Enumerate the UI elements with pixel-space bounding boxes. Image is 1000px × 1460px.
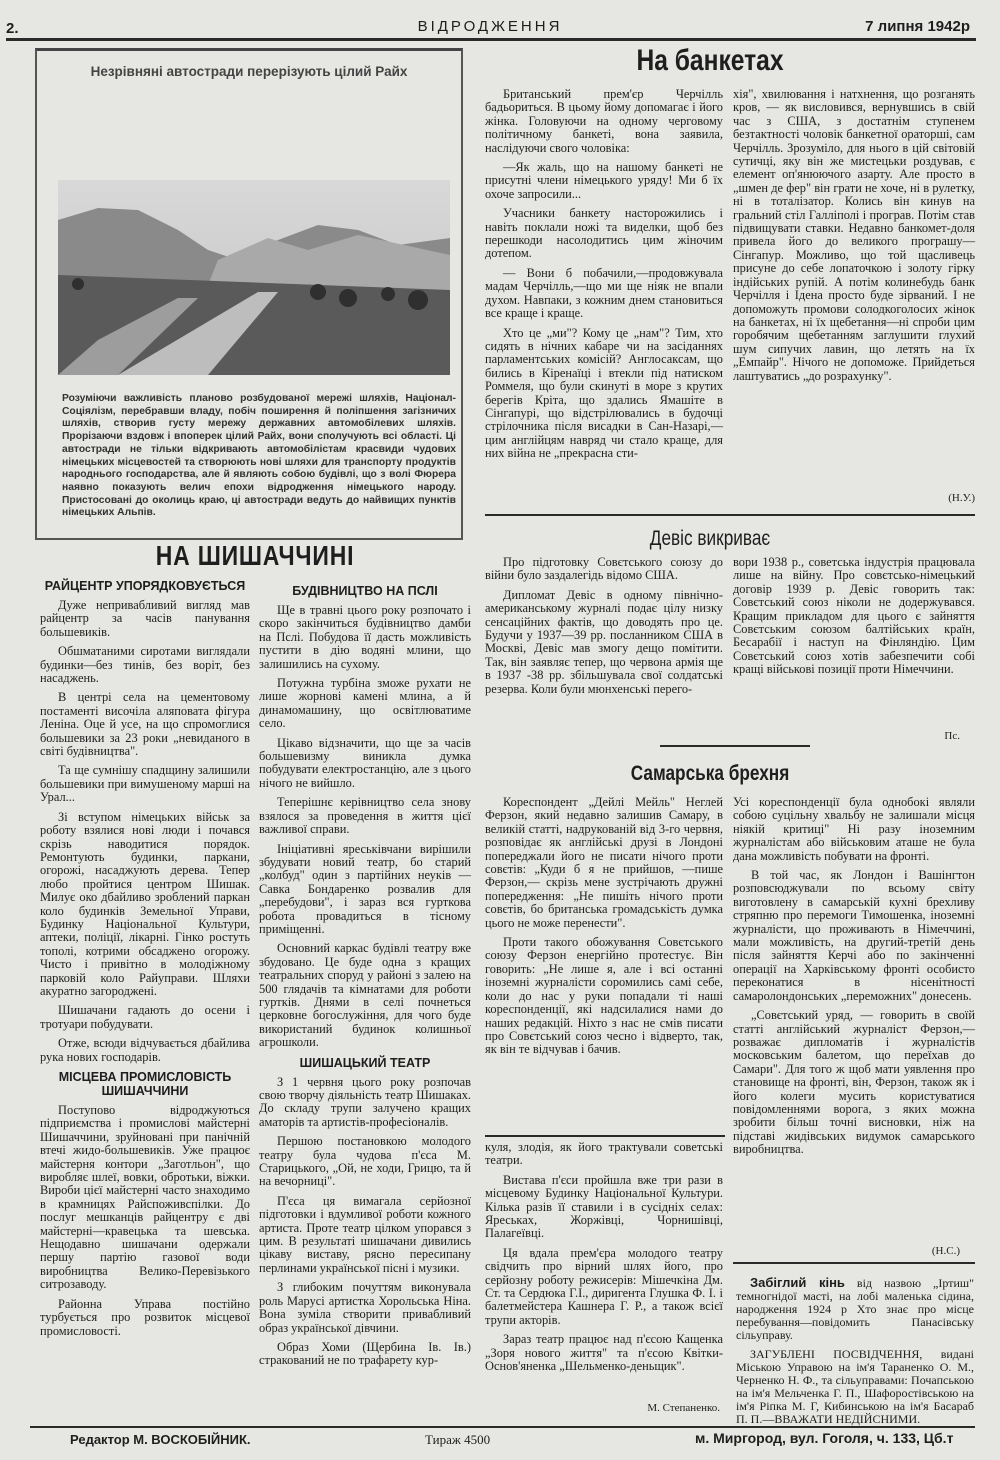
paragraph: — Вони б побачили,—продовжувала мадам Черчілль,—що ми ще ніяк не впали духом. Навпаки, з кожним днем становиться все краще і краще. (485, 265, 723, 321)
lost-horse-text: від назвою „Іртиш" темногнідої масті, на лобі маленька сідина, народження 1924 р Хто знає про місце перебування—повідомить Панасівську сільуправу. (736, 1276, 975, 1342)
paragraph: —Як жаль, що на нашому банкеті не присутні члени німецького уряду! Ми б їх охоче запросили... (485, 160, 723, 201)
paragraph: Усі кореспонденції була однобокі являли собою суцільну хвальбу не залишали місця ніякій критиці" Ні разу іноземним журналістам або військовим аташе не була дана можливість побувати на фронті. (733, 795, 975, 863)
subheading: МІСЦЕВА ПРОМИСЛОВІСТЬ ШИШАЧЧИНИ (58, 1070, 232, 1098)
theatre-continuation (485, 1141, 723, 1380)
paragraph: Учасники банкету насторожились і навіть поклали ножі та виделки, щоб без перешкоди насолодитись цим жіночим дотепом. (485, 206, 723, 261)
banquets-col-2 (733, 88, 975, 389)
subheading: ШИШАЦЬКИЙ ТЕАТР (299, 1055, 431, 1070)
article-title-banquets: На банкетах (636, 44, 784, 77)
davis-col-2 (733, 556, 975, 683)
paragraph: В центрі села на цементовому постаменті височіла аляповата фігура Леніна. Оце й усе, на що спромоглися большевики за 23 роки „невиданого в світі будівництва". (40, 690, 250, 759)
shyshaky-col-1 (40, 575, 250, 1344)
publisher-address: м. Миргород, вул. Гоголя, ч. 133, Цб.т (695, 1430, 954, 1446)
paragraph: Районна Управа постійно турбується про розвиток місцевої промисловості. (40, 1296, 250, 1338)
paragraph: Обшматаними сиротами виглядали будинки—без тинів, без воріт, без насаджень. (40, 644, 250, 686)
paragraph: Потужна турбіна зможе рухати не лише жорнові камені млина, а й динамомашину, що освітлюватиме село. (259, 676, 471, 731)
photo-headline: Незрівняні автостради перерізують цілий Райх (90, 64, 408, 79)
theatre-signature: М. Степаненко. (647, 1402, 720, 1414)
paragraph: Ще в травні цього року розпочато і скоро закінчиться будівництво дамби на Пслі. Побудова її дасть можливість пустити в дію водяні млини, що залишились на сухому. (259, 603, 471, 671)
rule (485, 514, 975, 516)
paragraph: Дуже непривабливий вигляд мав райцентр за часів панування большевиків. (40, 598, 250, 639)
rule (660, 745, 810, 747)
lost-horse-notice (736, 1276, 974, 1432)
paragraph: куля, злодія, як його трактували советські театри. (485, 1140, 723, 1168)
section-title-shyshaky: НА ШИШАЧЧИНІ (155, 540, 355, 571)
paragraph: „Совєтський уряд, — говорить в своїй статті англійський журналіст Ферзон,—розважає дипломатів і журналістів московським балетом, що переїхав до Самари". Для того ж щоб мати уявлення про становище на фронті, він, Ферзон, також як і його колеги мусить користуватися повідомленнями ворога, з яких можна зробити більш точні висновки, ніж на підставі жидівських видумок самарського виробництва. (733, 1008, 975, 1157)
paragraph: Проти такого обожування Совєтського союзу Ферзон енергійно протестує. Він говорить: „Не лише я, але і всі останні іноземні журналісти соромились самі себе, коли до нас у руки попадали ті наші кореспонденції, які надсилалися нами до наших редакцій. Ніхто з нас не смів писати про Совєтський союз чесно і відверто, так, як він те відчував і бачив. (485, 935, 723, 1057)
davis-signature: Пс. (944, 730, 960, 742)
paragraph: П'єса ця вимагала серйозної підготовки і вдумливої роботи кожного артиста. Проте театр цілком упорався з цим. В результаті шишачани дивились цікаву виставу, рясно пересипану перлинами української пісні і музики. (259, 1193, 471, 1275)
shyshaky-col-2 (259, 580, 471, 1374)
paragraph: Теперішнє керівництво села знову взялося за проведення в життя цієї важливої справи. (259, 795, 471, 837)
samara-col-2 (733, 796, 975, 1163)
paragraph: Дипломат Девіс в одному північно-американському журналі подає цілу низку сенсаційних фактів, що доводять про це. Будучи у 1937—39 рр. посланником США в Москві, Девіс мав змогу дещо помітити. Так, він заявляє тепер, що червона армія ще в 1937 -38 рр. збільшувала свої солдатські резерва. Коли були мюнхенські перего- (485, 587, 723, 696)
samara-col-1 (485, 796, 723, 1063)
paragraph: Зі вступом німецьких військ за роботу взялися нові люди і почався скрізь наводитися порядок. Ремонтують будинки, паркани, огорожі, насаджують дерева. Тепер любо пройтися центром Шишак. Милує око дбайливо зроблений паркан коло будинків Земельної Управи, Будинку Національної Культури, аптеки, поліції, лікарні. Гінко ростуть тополі, котрими обсаджено огорожу. Чисто і привітно в молодіжному парковій коло Райуправи. Шляхи акуратно загороджені. (40, 809, 250, 998)
photo-caption: Розуміючи важливість планово розбудованої мережі шляхів, Націонал-Соціялізм, перебравши владу, побіч поширення й поліпшення загізничих шляхів, створив густу мережу державних автомобілевих шляхів. Прорізаючи вздовж і впоперек цілий Райх, вони сполучують всі області. Ці автостради не тільки відкривають автомобілістам красвиди чудових німецьких місцевостей та створюють нові шляхи для транспорту продуктів народнього господарства, але й являють собою будівлі, що з волі Фюрера наявно показують велич епохи відродження німецького народу. Пристосовані до околиць краю, ці автостради ведуть до найвищих пунктів німецьких Альпів. (62, 393, 456, 519)
paragraph: Поступово відроджуються підприємства і промислові майстерні Шишаччини, зруйновані при панічній втечі жидо-большевиків. Уже працює майстерня контори „Заготльон", що виробляє шлеї, вовки, обротьки, віжки. Вироби цієї майстерні часто знаходимо в крамницях Райспоживспілки. До послуг мешканців райцентру є дві майстерні—кравецька та шевська. Нещодавно шишачани одержали першу партію газової води виробництва Велико-Перевізького ситрозаводу. (40, 1103, 250, 1292)
issue-date: 7 липня 1942р (865, 18, 970, 35)
paragraph: З 1 червня цього року розпочав свою творчу діяльність театр Шишаках. До складу трупи залучено кращих аматорів та артистів-професіоналів. (259, 1074, 471, 1129)
newspaper-title: ВІДРОДЖЕННЯ (417, 18, 563, 35)
paragraph: Ініціативні яреськівчани вирішили збудувати новий театр, бо старий „колбуд" один з партійних неуків —Савка Бондаренко розвалив для „перебудови", і зараз вся гурткова робота провадиться в тісному приміщенні. (259, 841, 471, 936)
lost-documents-notice: ЗАГУБЛЕНІ ПОСВІДЧЕННЯ, видані Міською Управою на ім'я Тараненко О. М., Черненко Н. Ф., та сільуправами: Почапською на ім'я Мельченка Г. П., Шафоростівською на ім'я Ріпка М. Г, Кибинською на ім'я Басараб П. П.—ВВАЖАТИ НЕДІЙСНИМИ. (736, 1347, 974, 1426)
footer-rule (30, 1426, 975, 1428)
subheading: БУДІВНИЦТВО НА ПСЛІ (292, 584, 438, 598)
circulation: Тираж 4500 (425, 1432, 491, 1447)
paragraph: Першою постановкою молодого театру була чудова п'єса М. Старицького, „Ой, не ходи, Грицю, та й на вечорниці". (259, 1134, 471, 1189)
header-rule (6, 38, 976, 41)
paragraph: Про підготовку Совєтського союзу до війни було заздалегідь відомо США. (485, 555, 723, 583)
article-title-davis: Девіс викриває (649, 527, 771, 550)
paragraph: Ця вдала прем'єра молодого театру свідчить про вірний шлях його, про серйозну роботу режисерів: Мішечкіна Дм. Ст. та Сердюка Г.І., диригента Глушка Ф. І. і балетмейстера Кашнера Г. Р., а також всієї трупи акторів. (485, 1245, 723, 1327)
paragraph: Отже, всюди відчувається дбайлива рука нових господарів. (40, 1036, 250, 1064)
section-body (40, 599, 250, 1064)
rule (733, 1262, 975, 1264)
paragraph: Вистава п'єси пройшла вже три рази в місцевому Будинку Національної Культури. Кілька разів її ставили і в сусідніх селах: Яреськах, Жоржівці, Чорнишівці, Палагеївці. (485, 1172, 723, 1241)
paragraph: Шишачани гадають до осени і тротуари побудувати. (40, 1003, 250, 1031)
section-body (40, 1104, 250, 1338)
paragraph: Основний каркас будівлі театру вже збудовано. Це буде одна з кращих театральних споруд у районі з залею на 500 глядачів та кімнатами для роботи гуртків. Днями в селі почнеться церковне богослужіння, для чого буде використаний будинок колишньої агрошколи. (259, 941, 471, 1050)
paragraph: В той час, як Лондон і Вашінгтон розповсюджували по всьому світу виготовлену в самарській кухні брехливу стряпню про перемоги Тимошенка, іноземні журналісти, що проживають в Німеччині, мали можливість, на другий-третій день після зайняття Керчі або по закінченні операції на Харківському фронті особисто переконатися в нісенітності самаролондонських „переможних" донесень. (733, 868, 975, 1003)
banquets-signature: (Н.У.) (948, 492, 975, 504)
page-number: 2. (6, 20, 19, 37)
paragraph: Цікаво відзначити, що ще за часів большевизму виникла думка побудувати електростанцію, але з цього нічого не вийшло. (259, 735, 471, 790)
article-title-samara: Самарська брехня (630, 762, 790, 785)
paragraph: Зараз театр працює над п'єсою Кащенка „Зоря нового життя" та п'єсою Квітки-Основ'яненка „Шельменко-деньщик". (485, 1332, 723, 1374)
paragraph: З глибоким почуттям виконувала роль Марусі артистка Хорольська Ніна. Вона зуміла створити привабливий образ української дівчини. (259, 1280, 471, 1335)
subheading: РАЙЦЕНТР УПОРЯДКОВУЄТЬСЯ (44, 579, 246, 593)
samara-signature: (Н.С.) (931, 1245, 960, 1257)
paragraph: Кореспондент „Дейлі Мейль" Неглей Ферзон, який недавно залишив Самару, в великій статті, надрукованій від 3-го червня, розповідає як англійські друзі в Лондоні попереджали його не писати нічого проти совєтів: „Куди б я не прийшов, —пише Ферзон,— скрізь мене зустрічають дружні попередження: „Не пишіть нічого проти совєтів, бо британська громадськість думка цього не може перенести". (485, 795, 723, 930)
paragraph: Британський прем'єр Черчілль бадьориться. В цьому йому допомагає і його жінка. Головуючи на одному черговому політичному банкеті, вона заявила, наслідуючи свого чоловіка: (485, 87, 723, 155)
section-body (259, 1076, 471, 1368)
paragraph: Образ Хоми (Щербина Ів. Ів.) стракований не по трафарету кур- (259, 1339, 471, 1368)
paragraph: Та ще сумнішу спадщину залишили большевики при вимушеному марші на Урал... (40, 763, 250, 805)
lost-horse-lead: Забіглий кінь (750, 1275, 845, 1290)
rule (485, 1135, 725, 1137)
section-body (259, 604, 471, 1050)
davis-col-1 (485, 556, 723, 702)
paragraph: Хто це „ми"? Кому це „нам"? Тим, хто сидять в нічних кабаре чи на засіданнях парламентських комісій? Англосаксам, що бились в Кіренаїці і втекли під натиском Роммеля, що були скинуті в море з крутих берегів Кріта, що здались Ямашіте в Сінгапурі, що відстрілювались в будочці стрілочника після висадки в Сан-Назарі,—цим англійцям навряд чи стало краще, для них війна не „прекрасна сти- (485, 325, 723, 461)
paragraph: хія", хвилювання і натхнення, що розганять кров, — як висловився, вернувшись в свій час з США, з достатнім ступенем безтактності чоловік банкетної ораторші, сам Черчілль. Зрозуміло, для нього в цій світовій сутичці, яку він же мистецьки роздував, є елемент оп'янюючого азарту. Але просто в „шмен де фер" він грати не хоче, ні в рулетку, ні в тоталізатор. Колись він кинув на гральний стіл Галліполі і програв. Потім став підвищувати ставки. Недавно банкомет-доля привела його до великого програшу—Сінгапур. Можливо, що той щасливець присуне до себе лопаточкою і золоту гірку індійських рупій. А потім колинебудь банк Черчілля і Ідена просто буде зірваний. І не допоможуть промови солодкоголосих жінок на банкетах, ні їх щебетання—ні спроби цим горобячим щебетанням заглушити глухий шум сипучих лавин, що летять на їх „Емпайр". Нічого не допоможе. Прийдеться лаштуватись „до розрахунку". (733, 87, 975, 383)
paragraph: вори 1938 р., советська індустрія працювала лише на війну. Про совєтсько-німецький договір 1939 р. Девіс говорить так: Совєтський союз ніколи не додержувався. Кращим прикладом для цього є зайняття Совєтським союзом балтійських країн, Бесарабії і наступ на Фінляндію. Цим Совєтський союз хотів забезпечити собі кращі військові позиції проти Німеччини. (733, 555, 975, 677)
autobahn-photo (58, 180, 450, 375)
editor-credit: Редактор М. ВОСКОБІЙНИК. (70, 1432, 251, 1447)
banquets-col-1 (485, 88, 723, 467)
